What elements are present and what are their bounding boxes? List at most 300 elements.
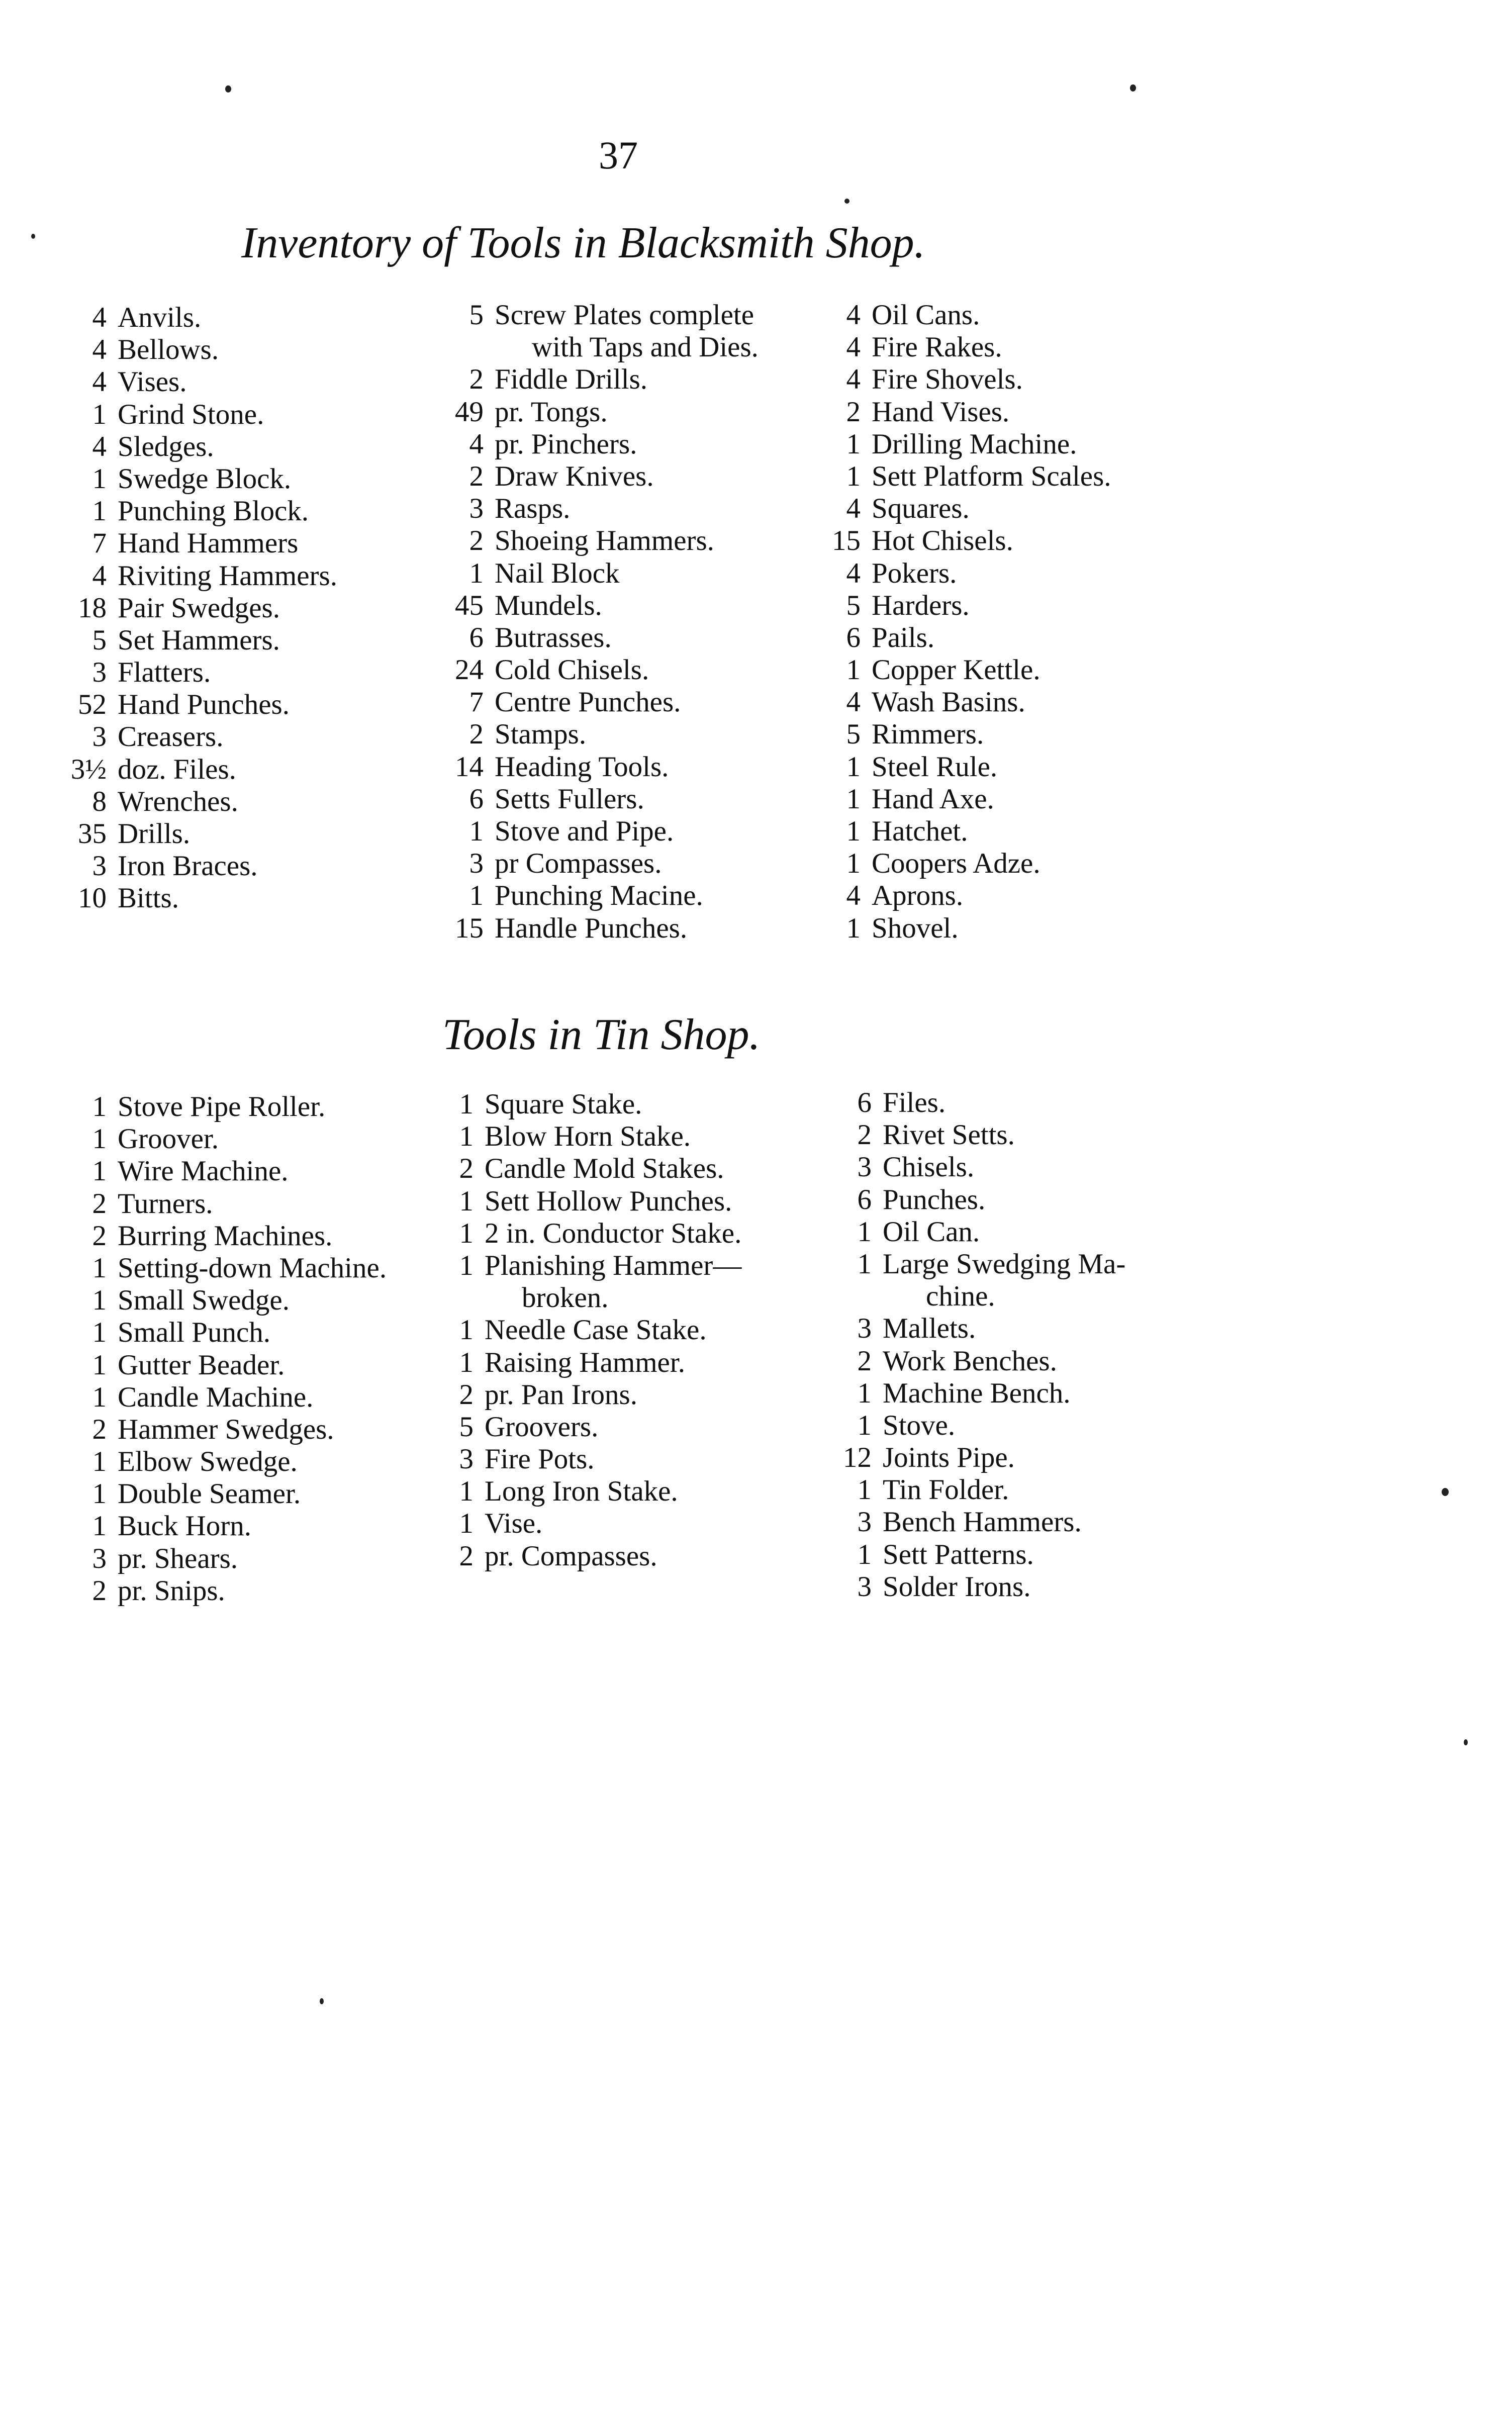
inventory-item (427, 590, 759, 622)
tin-shop-heading: Tools in Tin Shop. (442, 1010, 761, 1059)
item-label: Double Seamer. (118, 1478, 301, 1510)
item-label: Stove. (883, 1409, 956, 1441)
item-label: Joints Pipe. (883, 1442, 1015, 1474)
inventory-item (804, 525, 1111, 557)
inventory-item (432, 1347, 741, 1379)
item-quantity: 1 (459, 1475, 474, 1508)
item-quantity: 4 (846, 299, 861, 331)
item-quantity: 1 (459, 1120, 474, 1153)
item-quantity: 1 (846, 751, 861, 783)
print-speck (31, 234, 35, 239)
item-label: Small Swedge. (118, 1284, 290, 1317)
inventory-item (427, 493, 759, 525)
item-quantity: 2 (469, 460, 484, 492)
inventory-item (819, 1474, 1125, 1506)
inventory-item (804, 880, 1111, 912)
inventory-item (427, 525, 759, 557)
item-quantity: 1 (857, 1409, 872, 1441)
inventory-item (432, 1314, 741, 1346)
inventory-item (432, 1153, 741, 1185)
item-label: pr. Pinchers. (495, 428, 637, 460)
inventory-item (50, 1123, 387, 1155)
inventory-item (50, 334, 337, 366)
inventory-item (50, 560, 337, 592)
item-quantity: 6 (469, 621, 484, 653)
inventory-item (427, 912, 759, 945)
inventory-item (432, 1443, 741, 1475)
item-label: Flatters. (118, 657, 211, 689)
item-label: Sett Platform Scales. (872, 460, 1111, 492)
page-number: 37 (599, 133, 638, 177)
item-label: Drills. (118, 818, 191, 850)
item-label: Blow Horn Stake. (485, 1120, 691, 1153)
item-quantity: 1 (469, 815, 484, 847)
item-label: Rasps. (495, 493, 571, 525)
item-label: pr. Tongs. (495, 396, 608, 428)
item-quantity: 2 (459, 1153, 474, 1185)
item-label: Nail Block (495, 557, 620, 589)
item-label: Shoeing Hammers. (495, 525, 714, 557)
inventory-item (50, 1091, 387, 1123)
inventory-item (50, 689, 337, 721)
inventory-item (50, 1478, 387, 1510)
item-label: Fire Rakes. (872, 331, 1002, 363)
inventory-item (804, 460, 1111, 493)
inventory-item (804, 428, 1111, 460)
inventory-item (427, 299, 759, 331)
inventory-item (50, 657, 337, 689)
inventory-item (50, 1381, 387, 1414)
inventory-item (804, 686, 1111, 718)
inventory-item (804, 622, 1111, 654)
item-label: Hand Punches. (118, 689, 290, 721)
item-label: chine. (926, 1280, 995, 1313)
item-label: Mallets. (883, 1313, 976, 1345)
inventory-item (819, 1410, 1125, 1442)
item-label: broken. (522, 1282, 609, 1314)
item-label: Setts Fullers. (495, 783, 644, 815)
item-quantity: 2 (92, 1574, 107, 1607)
item-quantity: 1 (459, 1314, 474, 1346)
item-label: with Taps and Dies. (532, 331, 759, 363)
item-label: Turners. (118, 1187, 213, 1220)
item-label: Pokers. (872, 557, 957, 589)
item-label: Work Benches. (883, 1345, 1057, 1377)
item-quantity: 4 (92, 366, 107, 398)
item-label: Fire Shovels. (872, 363, 1023, 396)
item-label: Sett Hollow Punches. (485, 1185, 732, 1217)
inventory-item (50, 882, 337, 914)
item-quantity: 1 (846, 460, 861, 492)
item-quantity: 4 (92, 302, 107, 333)
item-label: Pails. (872, 621, 935, 653)
inventory-item (819, 1571, 1125, 1603)
item-label: doz. Files. (118, 753, 236, 785)
item-label: Groovers. (485, 1411, 599, 1443)
item-quantity: 3 (92, 850, 107, 882)
item-label: Stamps. (495, 718, 587, 751)
item-quantity: 10 (78, 882, 107, 914)
item-label: Gutter Beader. (118, 1349, 285, 1381)
item-quantity: 1 (92, 398, 107, 430)
inventory-item (432, 1508, 741, 1540)
inventory-item (50, 721, 337, 753)
item-quantity: 1 (857, 1216, 872, 1248)
item-quantity: 3 (469, 493, 484, 525)
item-quantity: 1 (459, 1508, 474, 1540)
item-quantity: 2 (857, 1345, 872, 1377)
item-quantity: 1 (846, 815, 861, 847)
item-quantity: 3 (469, 848, 484, 880)
inventory-item (50, 1155, 387, 1187)
item-quantity: 3 (857, 1151, 872, 1183)
inventory-item (50, 399, 337, 431)
item-label: Pair Swedges. (118, 592, 280, 624)
inventory-item (819, 1345, 1125, 1377)
item-quantity-blank (819, 1280, 872, 1313)
item-quantity: 1 (459, 1088, 474, 1120)
item-label: Swedge Block. (118, 462, 292, 495)
inventory-item (432, 1120, 741, 1153)
item-quantity: 49 (455, 396, 484, 428)
item-label: Mundels. (495, 589, 602, 621)
item-label: Punching Block. (118, 495, 309, 527)
item-label: Rivet Setts. (883, 1119, 1015, 1151)
inventory-item (819, 1442, 1125, 1474)
item-quantity: 1 (459, 1185, 474, 1217)
print-speck (1130, 84, 1136, 91)
item-label: Harders. (872, 589, 970, 621)
item-label: Bellows. (118, 334, 219, 366)
item-label: Punching Macine. (495, 880, 703, 912)
inventory-item (50, 366, 337, 398)
inventory-item (50, 302, 337, 334)
inventory-item (804, 493, 1111, 525)
item-label: Stove and Pipe. (495, 815, 674, 847)
item-label: Long Iron Stake. (485, 1475, 678, 1508)
inventory-item (427, 848, 759, 880)
item-label: Fiddle Drills. (495, 363, 648, 396)
item-quantity: 1 (459, 1249, 474, 1281)
item-quantity: 6 (469, 783, 484, 815)
item-quantity: 5 (459, 1411, 474, 1443)
item-quantity: 4 (846, 331, 861, 363)
inventory-item (50, 1543, 387, 1575)
blacksmith-heading: Inventory of Tools in Blacksmith Shop. (241, 219, 925, 267)
item-quantity: 1 (846, 428, 861, 460)
item-label: Wire Machine. (118, 1155, 289, 1187)
item-label: Hand Vises. (872, 396, 1010, 428)
item-label: Grind Stone. (118, 398, 264, 430)
inventory-item (50, 1510, 387, 1542)
inventory-item (804, 815, 1111, 848)
inventory-item (432, 1218, 741, 1250)
item-label: Elbow Swedge. (118, 1446, 298, 1478)
item-quantity: 1 (469, 880, 484, 912)
inventory-item (50, 1220, 387, 1252)
inventory-item (50, 1414, 387, 1446)
inventory-item (432, 1475, 741, 1508)
inventory-item (804, 331, 1111, 363)
item-label: Sledges. (118, 430, 214, 462)
item-quantity: 3 (857, 1506, 872, 1538)
item-quantity: 1 (846, 783, 861, 815)
blacksmith-column-1 (50, 302, 337, 915)
item-label: Handle Punches. (495, 912, 688, 944)
item-quantity: 4 (846, 686, 861, 718)
item-quantity: 2 (459, 1540, 474, 1572)
item-quantity: 1 (857, 1377, 872, 1409)
item-quantity: 3 (459, 1443, 474, 1475)
item-quantity: 4 (469, 428, 484, 460)
item-label: Heading Tools. (495, 751, 669, 783)
inventory-item (432, 1185, 741, 1218)
inventory-item (427, 686, 759, 718)
item-quantity: 4 (846, 363, 861, 396)
tin-column-2 (432, 1088, 741, 1572)
inventory-item (427, 396, 759, 428)
print-speck (320, 1998, 324, 2004)
item-label: Solder Irons. (883, 1570, 1031, 1603)
item-label: Planishing Hammer— (485, 1249, 742, 1281)
item-label: Files. (883, 1087, 946, 1118)
item-label: pr. Shears. (118, 1542, 238, 1574)
item-label: Draw Knives. (495, 460, 654, 492)
item-label: Fire Pots. (485, 1443, 595, 1475)
item-quantity: 52 (78, 689, 107, 721)
inventory-item (432, 1540, 741, 1572)
item-quantity: 2 (459, 1378, 474, 1411)
item-quantity: 1 (459, 1346, 474, 1378)
inventory-item (432, 1379, 741, 1411)
item-label: Machine Bench. (883, 1377, 1071, 1409)
item-quantity: 5 (846, 718, 861, 751)
inventory-item (427, 460, 759, 493)
item-label: Sett Patterns. (883, 1538, 1034, 1570)
inventory-item (50, 1446, 387, 1478)
item-label: Chisels. (883, 1151, 975, 1183)
item-label: Set Hammers. (118, 624, 280, 656)
item-quantity: 1 (92, 1510, 107, 1542)
item-label: Copper Kettle. (872, 654, 1041, 686)
item-label: Oil Can. (883, 1216, 980, 1248)
inventory-item (50, 463, 337, 495)
inventory-item (427, 815, 759, 848)
item-quantity: 3½ (70, 753, 107, 785)
inventory-item (50, 818, 337, 850)
item-quantity: 5 (846, 589, 861, 621)
item-label: Needle Case Stake. (485, 1314, 707, 1346)
blacksmith-column-3 (804, 299, 1111, 945)
item-quantity: 1 (92, 1091, 107, 1123)
inventory-item (819, 1216, 1125, 1248)
inventory-item (50, 1284, 387, 1317)
item-label: Squares. (872, 493, 970, 525)
inventory-item (819, 1184, 1125, 1216)
inventory-item (427, 557, 759, 590)
item-quantity: 8 (92, 785, 107, 817)
item-quantity: 1 (92, 1349, 107, 1381)
item-quantity: 1 (92, 495, 107, 527)
item-quantity: 6 (857, 1087, 872, 1118)
inventory-item (50, 1575, 387, 1607)
item-quantity: 3 (857, 1313, 872, 1345)
item-quantity: 1 (846, 848, 861, 880)
item-quantity: 6 (857, 1183, 872, 1216)
item-quantity: 3 (92, 721, 107, 753)
inventory-item (819, 1151, 1125, 1183)
inventory-item (50, 850, 337, 882)
inventory-item (427, 363, 759, 396)
item-quantity: 1 (846, 912, 861, 944)
inventory-item (50, 1349, 387, 1381)
inventory-item (50, 786, 337, 818)
item-label: Punches. (883, 1183, 986, 1216)
inventory-item (819, 1280, 1125, 1313)
item-quantity: 14 (455, 751, 484, 783)
inventory-item (804, 912, 1111, 945)
item-label: Burring Machines. (118, 1220, 333, 1252)
item-label: Vises. (118, 366, 187, 398)
inventory-item (50, 1188, 387, 1220)
inventory-item (804, 654, 1111, 686)
inventory-item (427, 622, 759, 654)
item-label: Centre Punches. (495, 686, 681, 718)
item-quantity: 18 (78, 592, 107, 624)
inventory-item (427, 654, 759, 686)
item-quantity: 1 (92, 1446, 107, 1478)
item-quantity: 5 (92, 624, 107, 656)
item-label: Screw Plates complete (495, 299, 754, 331)
print-speck (225, 85, 231, 92)
print-speck (1464, 1739, 1468, 1745)
item-label: Riviting Hammers. (118, 559, 337, 592)
inventory-item (804, 783, 1111, 815)
item-label: Bench Hammers. (883, 1506, 1082, 1538)
inventory-item (819, 1539, 1125, 1571)
inventory-item (432, 1282, 741, 1314)
inventory-item (50, 1317, 387, 1349)
item-quantity: 7 (92, 527, 107, 559)
item-label: Raising Hammer. (485, 1346, 685, 1378)
inventory-item (432, 1088, 741, 1120)
item-label: Hot Chisels. (872, 525, 1013, 557)
item-label: Wash Basins. (872, 686, 1025, 718)
item-quantity: 6 (846, 621, 861, 653)
inventory-item (427, 751, 759, 783)
inventory-item (50, 754, 337, 786)
item-label: Hammer Swedges. (118, 1413, 334, 1445)
item-label: Anvils. (118, 302, 202, 333)
item-label: Small Punch. (118, 1317, 271, 1349)
item-label: Groover. (118, 1123, 219, 1155)
item-label: Iron Braces. (118, 850, 258, 882)
item-quantity: 2 (469, 718, 484, 751)
item-label: Square Stake. (485, 1088, 642, 1120)
item-label: Coopers Adze. (872, 848, 1041, 880)
item-label: Hatchet. (872, 815, 968, 847)
item-label: pr. Compasses. (485, 1540, 657, 1572)
item-label: Buck Horn. (118, 1510, 251, 1542)
item-label: Shovel. (872, 912, 959, 944)
inventory-item (804, 848, 1111, 880)
item-quantity: 5 (469, 299, 484, 331)
item-label: Hand Axe. (872, 783, 994, 815)
inventory-item (804, 363, 1111, 396)
item-quantity: 1 (469, 557, 484, 589)
item-quantity: 4 (846, 557, 861, 589)
inventory-item (804, 299, 1111, 331)
inventory-item (804, 396, 1111, 428)
item-label: Wrenches. (118, 785, 238, 817)
item-label: Rimmers. (872, 718, 984, 751)
item-label: Oil Cans. (872, 299, 980, 331)
item-quantity: 7 (469, 686, 484, 718)
item-quantity: 3 (92, 657, 107, 689)
inventory-item (804, 557, 1111, 590)
item-quantity: 1 (846, 654, 861, 686)
item-quantity-blank (432, 1282, 474, 1314)
item-label: Stove Pipe Roller. (118, 1091, 326, 1123)
inventory-item (819, 1313, 1125, 1345)
item-label: Candle Machine. (118, 1381, 314, 1413)
inventory-item (50, 624, 337, 657)
item-label: Drilling Machine. (872, 428, 1077, 460)
inventory-item (819, 1087, 1125, 1119)
item-label: Butrasses. (495, 621, 612, 653)
inventory-item (819, 1377, 1125, 1410)
item-quantity: 1 (857, 1248, 872, 1280)
item-quantity: 1 (857, 1474, 872, 1506)
item-label: Cold Chisels. (495, 654, 649, 686)
item-quantity: 2 (92, 1220, 107, 1252)
inventory-item (804, 590, 1111, 622)
item-quantity: 1 (92, 1155, 107, 1187)
inventory-item (427, 880, 759, 912)
item-label: pr. Snips. (118, 1574, 225, 1607)
inventory-item (819, 1119, 1125, 1151)
tin-column-1 (50, 1091, 387, 1607)
item-quantity: 4 (846, 880, 861, 912)
blacksmith-column-2 (427, 299, 759, 945)
item-quantity: 2 (469, 525, 484, 557)
item-label: Large Swedging Ma- (883, 1248, 1126, 1280)
item-quantity: 12 (843, 1442, 872, 1474)
inventory-item (819, 1248, 1125, 1280)
item-quantity: 2 (846, 396, 861, 428)
item-quantity: 4 (92, 559, 107, 592)
item-quantity: 4 (92, 334, 107, 366)
inventory-item (50, 592, 337, 624)
inventory-item (432, 1250, 741, 1282)
item-quantity: 1 (92, 1123, 107, 1155)
item-label: Aprons. (872, 880, 964, 912)
print-speck (844, 199, 849, 204)
item-label: Vise. (485, 1508, 543, 1540)
item-label: pr. Pan Irons. (485, 1378, 637, 1411)
inventory-item (50, 431, 337, 463)
item-quantity: 3 (92, 1542, 107, 1574)
item-quantity: 1 (92, 1284, 107, 1317)
item-quantity: 3 (857, 1570, 872, 1603)
item-quantity-blank (427, 331, 484, 363)
inventory-item (819, 1506, 1125, 1538)
item-quantity: 45 (455, 589, 484, 621)
inventory-item (50, 495, 337, 527)
item-quantity: 24 (455, 654, 484, 686)
item-quantity: 1 (92, 1381, 107, 1413)
item-quantity: 1 (857, 1538, 872, 1570)
